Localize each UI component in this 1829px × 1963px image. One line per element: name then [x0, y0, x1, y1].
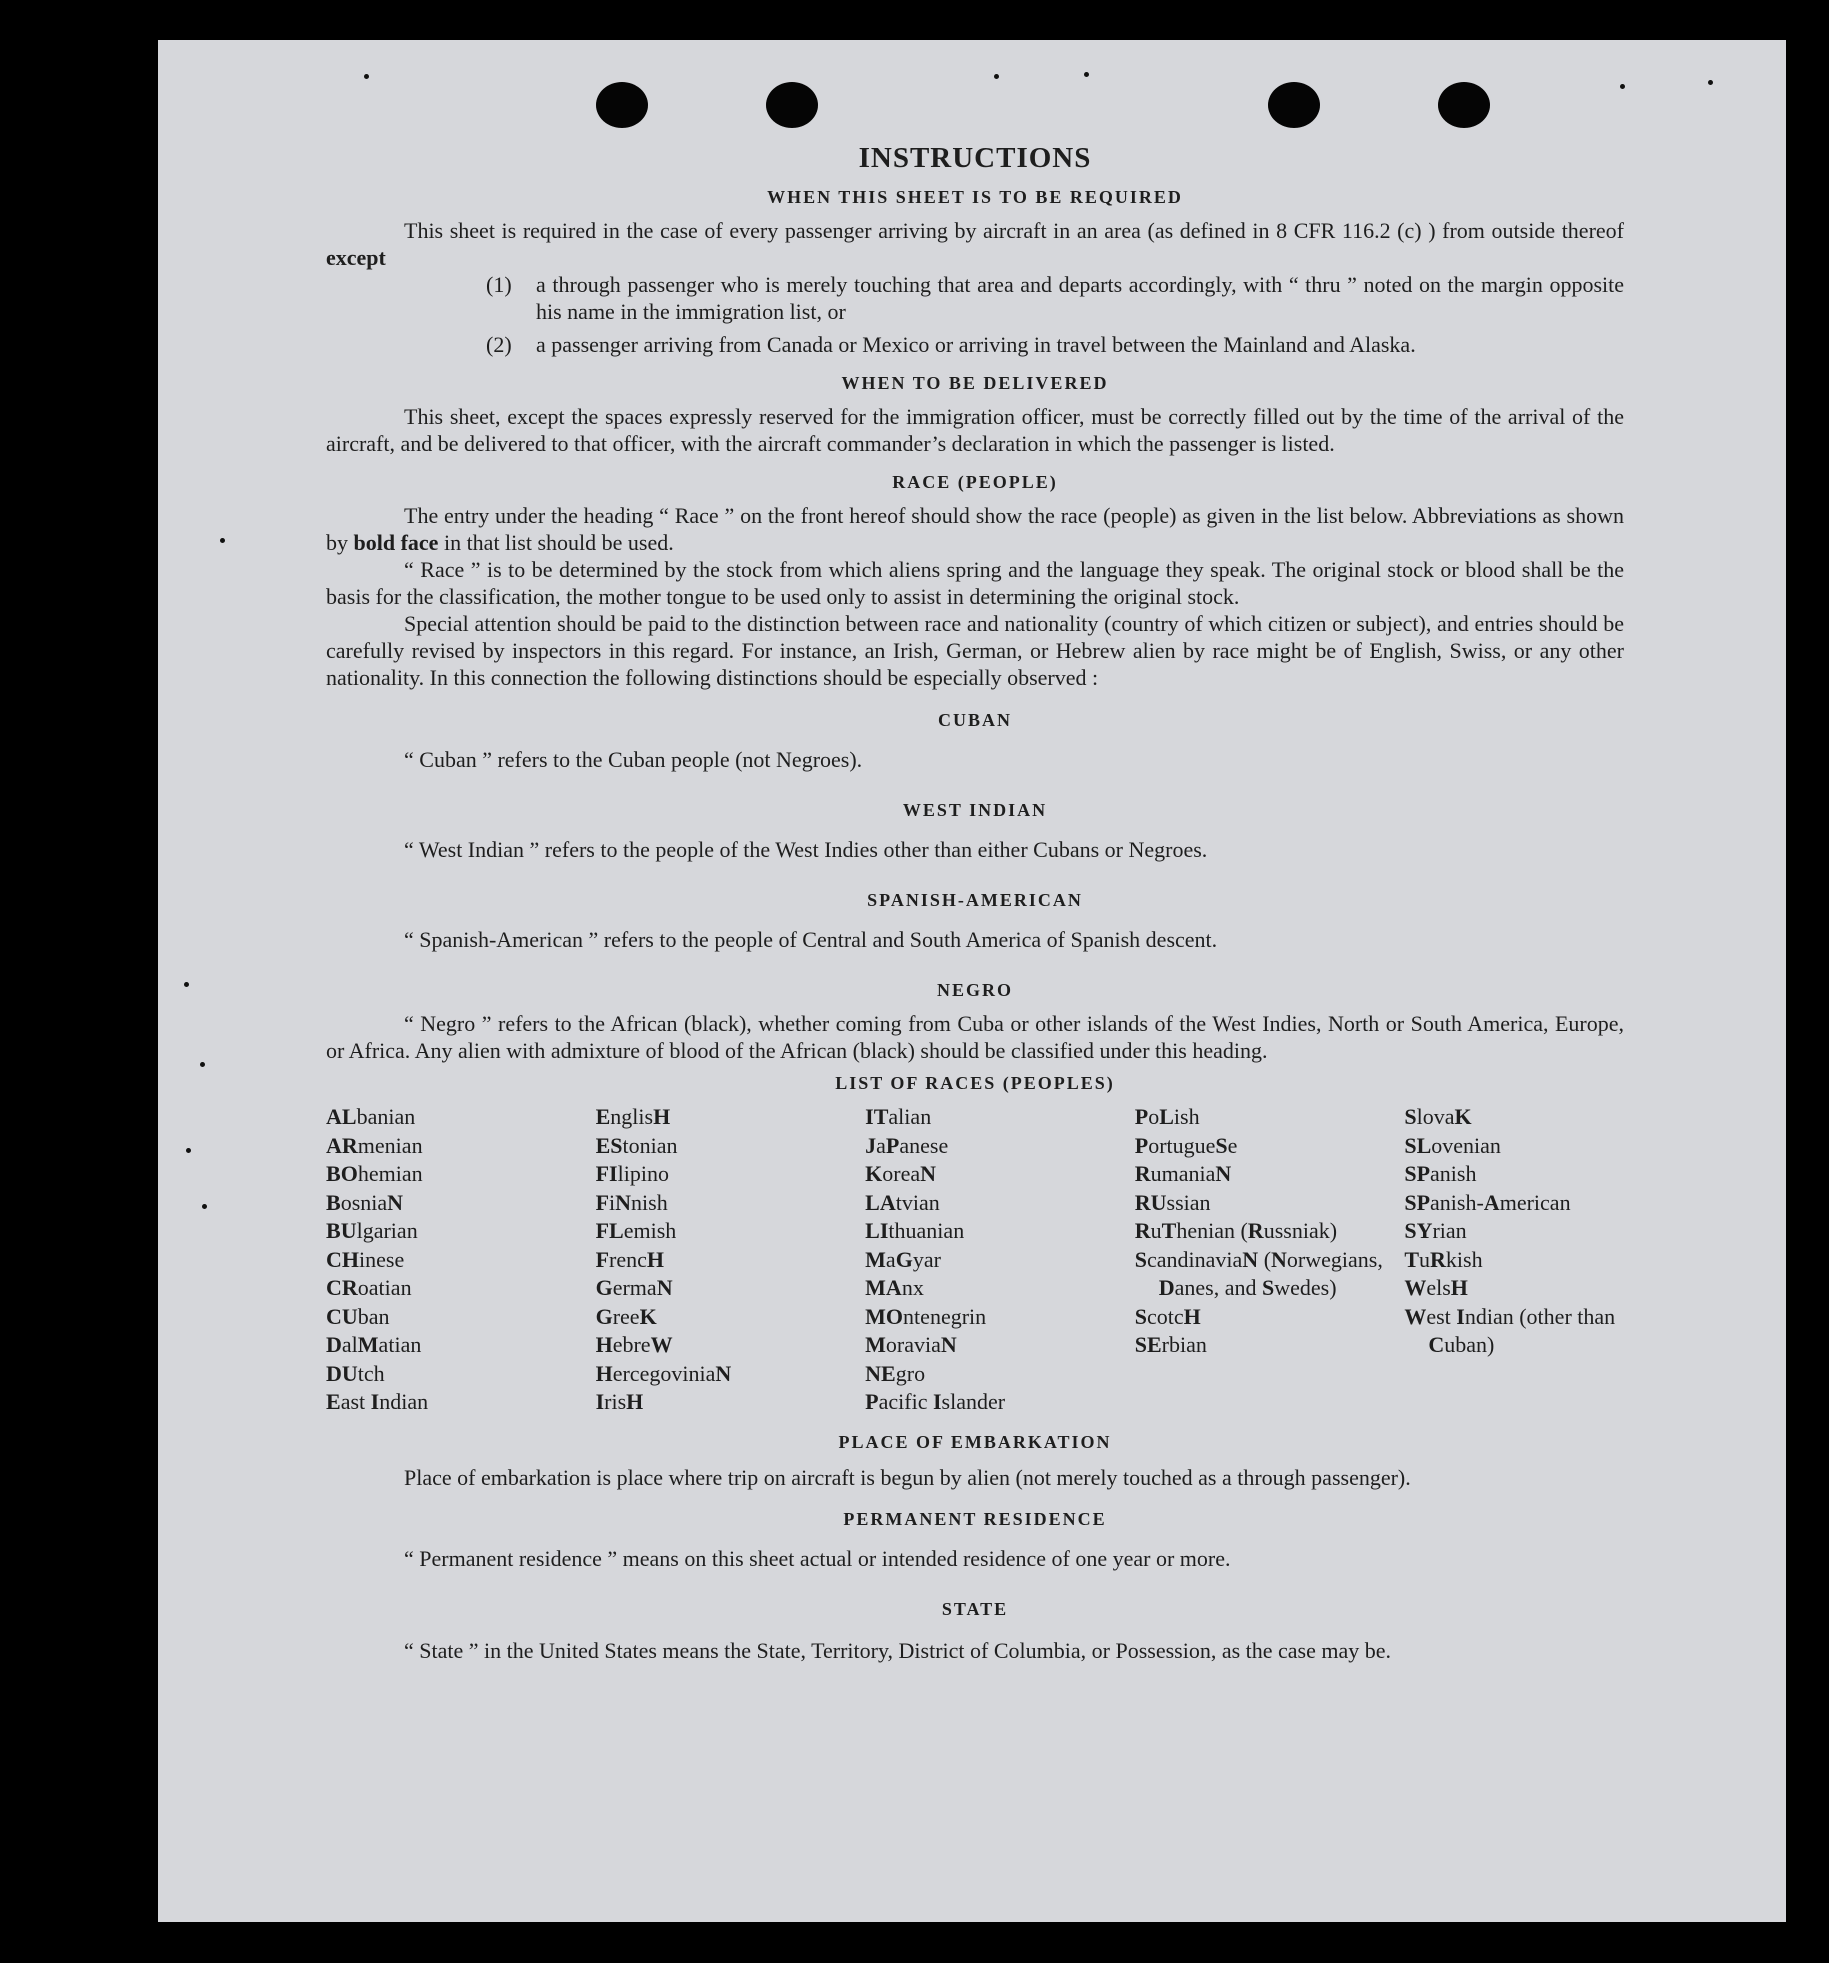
race-item: RuThenian (Russniak)	[1134, 1218, 1338, 1243]
heading-required: WHEN THIS SHEET IS TO BE REQUIRED	[767, 187, 1183, 207]
race-paragraph-2: “ Race ” is to be determined by the stock from which aliens spring and the language they speak. The original stock or blood shall be the basis for the classification, the mother tongue to be used only to assist in determining the original stock.	[326, 557, 1624, 609]
speck	[200, 1062, 205, 1067]
races-list	[326, 1103, 1624, 1417]
state-text: “ State ” in the United States means the State, Territory, District of Columbia, or Possession, as the case may be.	[404, 1637, 1392, 1663]
race-item: HercegoviniaN	[595, 1360, 732, 1386]
instructions-text	[326, 142, 1624, 1667]
race-item: GermaN	[595, 1275, 673, 1300]
race-item: BosniaN	[326, 1189, 404, 1215]
speck	[994, 74, 999, 79]
heading-west-indian: WEST INDIAN	[902, 800, 1048, 820]
negro-text: “ Negro ” refers to the African (black), whether coming from Cuba or other islands of the West Indies, North or South America, Europe, or Africa. Any alien with admixture of blood of the African (black) should be classified under this heading.	[326, 1011, 1624, 1063]
race-column	[1135, 1103, 1405, 1417]
race-item: BOhemian	[326, 1161, 423, 1186]
race-item: East Indian	[326, 1389, 429, 1414]
race-item: SPanish-American	[1404, 1189, 1571, 1215]
speck	[1708, 80, 1713, 85]
speck	[184, 982, 189, 987]
race-item: SlovaK	[1404, 1104, 1472, 1129]
race-item: FLemish	[595, 1218, 677, 1243]
race-item: NEgro	[865, 1360, 926, 1386]
race-item: WelsH	[1404, 1275, 1468, 1300]
race-paragraph-3: Special attention should be paid to the distinction between race and nationality (country of which citizen or subject), and entries should be carefully revised by inspectors in this regard. For instance, an Irish, German, or Hebrew alien by race might be of English, Swiss, or any other nationality. In this connection the following distinctions should be especially observed :	[326, 611, 1624, 690]
race-item: ScotcH	[1134, 1303, 1201, 1329]
punch-hole	[1438, 82, 1490, 128]
race-item: PortugueSe	[1134, 1132, 1238, 1158]
race-item: LIthuanian	[865, 1218, 965, 1243]
document-page	[158, 40, 1786, 1922]
race-item: SYrian	[1404, 1218, 1467, 1243]
exception-item-1: (1) a through passenger who is merely touching that area and departs accordingly, with “ thru ” noted on the margin opposite his name in the immigration list, or	[486, 272, 1624, 324]
heading-list-of-races: LIST OF RACES (PEOPLES)	[835, 1073, 1115, 1093]
race-item: EStonian	[595, 1132, 678, 1158]
cuban-text: “ Cuban ” refers to the Cuban people (not Negroes).	[404, 747, 863, 772]
punch-hole	[766, 82, 818, 128]
race-item: Pacific Islander	[865, 1389, 1006, 1414]
speck	[186, 1148, 191, 1153]
heading-state: STATE	[941, 1598, 1009, 1619]
page-title: INSTRUCTIONS	[858, 142, 1092, 174]
race-item: RumaniaN	[1134, 1161, 1232, 1186]
race-item: DalMatian	[326, 1332, 422, 1357]
race-item: MAnx	[865, 1275, 924, 1300]
speck	[220, 538, 225, 543]
speck	[364, 74, 369, 79]
punch-hole	[596, 82, 648, 128]
race-item: West Indian (other than Cuban)	[1404, 1303, 1616, 1357]
race-item: DUtch	[326, 1360, 385, 1386]
speck	[1084, 72, 1089, 77]
race-paragraph-1: The entry under the heading “ Race ” on the front hereof should show the race (people) as given in the list below. Abbreviations as shown by bold face in that list should be used.	[326, 503, 1624, 555]
heading-delivered: WHEN TO BE DELIVERED	[841, 373, 1109, 393]
west-indian-text: “ West Indian ” refers to the people of the West Indies other than either Cubans or Negroes.	[404, 837, 1208, 862]
race-column	[596, 1103, 866, 1417]
heading-embarkation: PLACE OF EMBARKATION	[838, 1431, 1112, 1452]
race-item: FIlipino	[595, 1161, 669, 1186]
exception-item-2: (2) a passenger arriving from Canada or Mexico or arriving in travel between the Mainland and Alaska.	[486, 332, 1416, 357]
race-item: MoraviaN	[865, 1332, 957, 1357]
spanish-american-text: “ Spanish-American ” refers to the people of Central and South America of Spanish descent.	[404, 927, 1218, 952]
punch-hole	[1268, 82, 1320, 128]
race-column	[326, 1103, 596, 1417]
race-item: SErbian	[1134, 1332, 1207, 1357]
race-item: MOntenegrin	[865, 1303, 987, 1329]
race-column	[865, 1103, 1135, 1417]
race-item: ALbanian	[326, 1104, 416, 1129]
race-item: SPanish	[1404, 1161, 1477, 1186]
race-item: SLovenian	[1404, 1132, 1501, 1158]
race-item: ARmenian	[326, 1132, 423, 1158]
race-item: CRoatian	[326, 1275, 412, 1300]
race-item: JaPanese	[865, 1132, 949, 1158]
heading-residence: PERMANENT RESIDENCE	[843, 1508, 1107, 1529]
race-item: BUlgarian	[326, 1218, 418, 1243]
race-item: CHinese	[326, 1246, 405, 1272]
heading-spanish-american: SPANISH-AMERICAN	[867, 890, 1083, 910]
race-item: TuRkish	[1404, 1246, 1483, 1272]
delivered-text: This sheet, except the spaces expressly reserved for the immigration officer, must be correctly filled out by the time of the arrival of the aircraft, and be delivered to that officer, with the aircraft commander’s declaration in which the passenger is listed.	[326, 404, 1624, 456]
race-item: EnglisH	[595, 1104, 671, 1129]
race-item: CUban	[326, 1303, 390, 1329]
speck	[202, 1204, 207, 1209]
race-item: PoLish	[1134, 1104, 1200, 1129]
race-item: RUssian	[1134, 1189, 1211, 1215]
speck	[1620, 84, 1625, 89]
race-item: HebreW	[595, 1332, 673, 1357]
embarkation-text: Place of embarkation is place where trip on aircraft is begun by alien (not merely touched as a through passenger).	[404, 1464, 1411, 1490]
race-item: ScandinaviaN (Norwegians, Danes, and Swedes)	[1134, 1246, 1383, 1300]
race-item: KoreaN	[865, 1161, 937, 1186]
race-item: FrencH	[595, 1246, 665, 1272]
race-item: LAtvian	[865, 1189, 940, 1215]
race-item: ITalian	[865, 1104, 932, 1129]
race-item: IrisH	[595, 1389, 644, 1414]
residence-text: “ Permanent residence ” means on this sheet actual or intended residence of one year or more.	[404, 1545, 1231, 1571]
heading-race: RACE (PEOPLE)	[892, 472, 1058, 492]
race-column	[1404, 1103, 1624, 1417]
heading-cuban: CUBAN	[937, 710, 1012, 730]
race-item: FiNnish	[595, 1189, 668, 1215]
heading-negro: NEGRO	[936, 980, 1013, 1000]
race-item: GreeK	[595, 1303, 657, 1329]
required-intro: This sheet is required in the case of every passenger arriving by aircraft in an area (as defined in 8 CFR 116.2 (c) ) from outside thereof except	[326, 218, 1624, 270]
race-item: MaGyar	[865, 1246, 941, 1272]
